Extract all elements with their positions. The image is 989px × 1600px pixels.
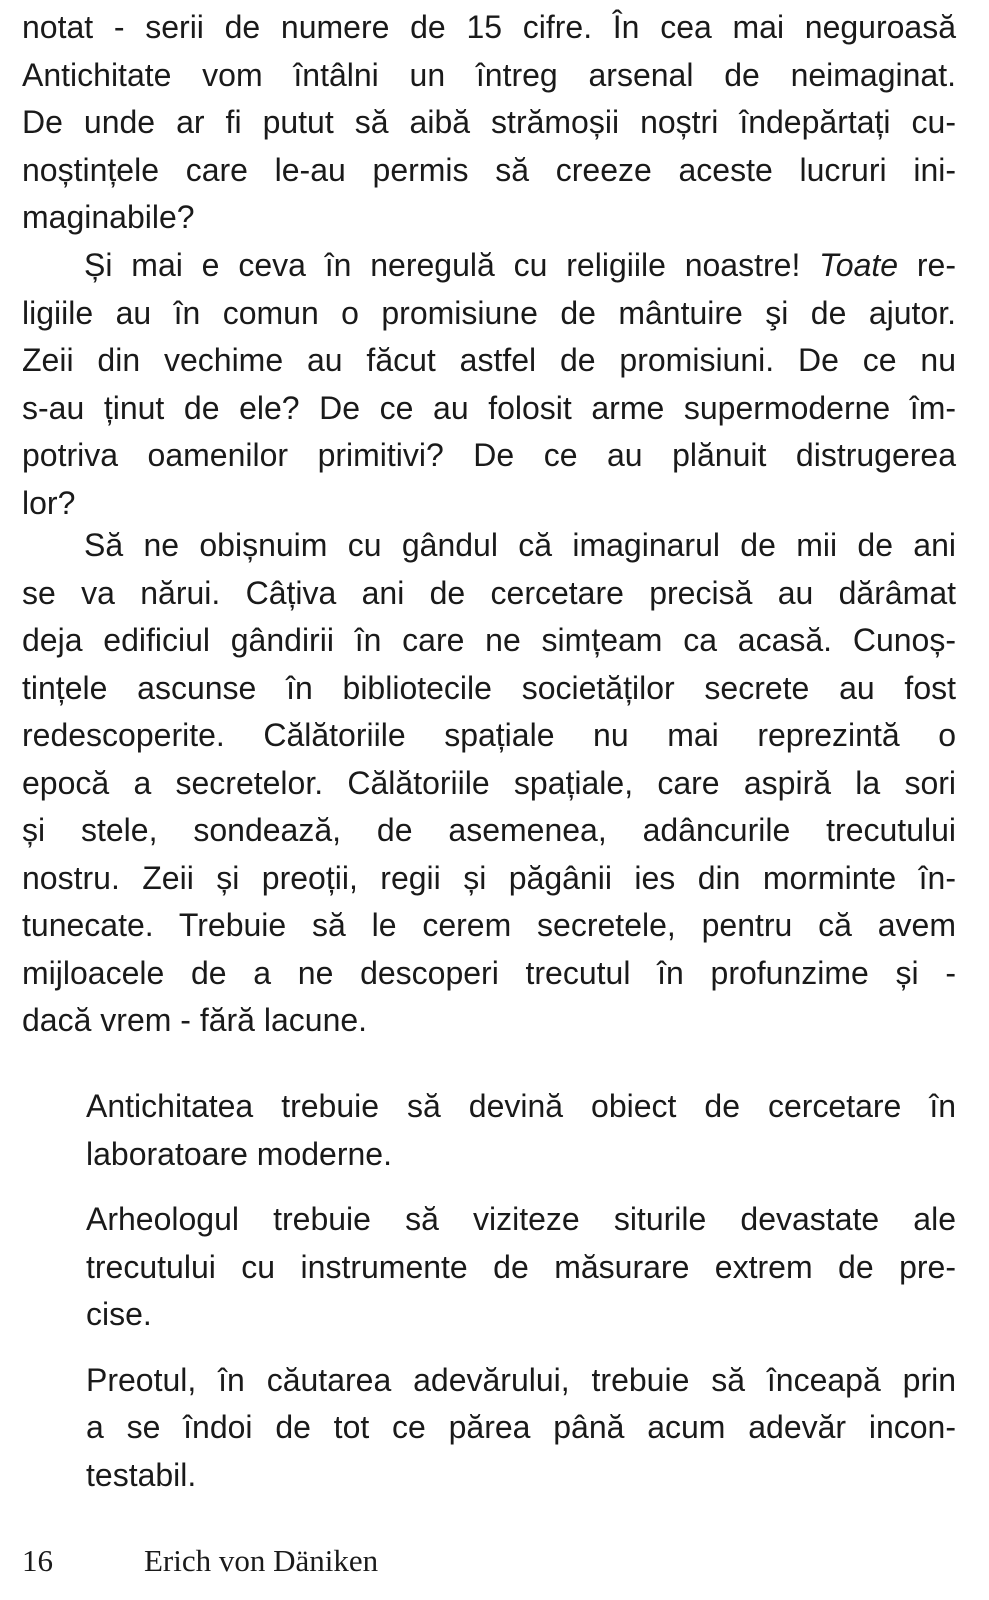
italic-word: Toate (819, 247, 899, 283)
text-line: Preotul, în căutarea adevărului, trebuie să înceapă prin (86, 1361, 956, 1398)
text-line: și stele, sondează, de asemenea, adâncurile trecutului (22, 812, 956, 848)
text-line: Antichitatea trebuie să devină obiect de cercetare în (86, 1088, 956, 1124)
text-line (22, 242, 956, 290)
text-line: s-au ținut de ele? De ce au folosit arme supermoderne îm- (22, 389, 956, 426)
text-line: redescoperite. Călătoriile spațiale nu mai reprezintă o (22, 717, 956, 753)
text-line: cise. (86, 1296, 152, 1332)
text-line: lor? (22, 484, 76, 521)
text-line: nostru. Zeii și preoții, regii și păgânii ies din morminte în- (22, 859, 956, 896)
text-line: se va nărui. Câțiva ani de cercetare precisă au dărâmat (22, 574, 956, 611)
text-line: tințele ascunse în bibliotecile societăților secrete au fost (22, 669, 956, 706)
statement-1 (86, 1083, 956, 1178)
text-segment: Și mai e ceva în neregulă cu religiile noastre! (84, 247, 820, 283)
text-line: noștințele care le-au permis să creeze aceste lucruri ini- (22, 151, 956, 188)
statement-2 (86, 1196, 956, 1339)
text-line: epocă a secretelor. Călătoriile spațiale, care aspiră la sori (22, 764, 956, 801)
text-line: ligiile au în comun o promisiune de mântuire şi de ajutor. (22, 294, 956, 331)
text-line: Zeii din vechime au făcut astfel de promisiuni. De ce nu (22, 342, 956, 378)
text-line: maginabile? (22, 199, 195, 235)
running-footer-author: Erich von Däniken (144, 1543, 379, 1578)
text-line: deja edificiul gândirii în care ne simțeam ca acasă. Cunoș- (22, 622, 956, 658)
paragraph-3 (22, 522, 956, 1045)
statement-3 (86, 1357, 956, 1500)
text-line: trecutului cu instrumente de măsurare extrem de pre- (86, 1248, 956, 1285)
paragraph-1 (22, 4, 956, 242)
indented-statements (86, 1083, 956, 1517)
paragraph-2 (22, 242, 956, 527)
text-line: Să ne obișnuim cu gândul că imaginarul de mii de ani (84, 527, 956, 563)
book-page (22, 0, 956, 1600)
text-line: laboratoare moderne. (86, 1135, 392, 1172)
page-number: 16 (22, 1543, 53, 1578)
text-line: potriva oamenilor primitivi? De ce au plănuit distrugerea (22, 437, 956, 473)
text-line: De unde ar fi putut să aibă strămoșii noștri îndepărtați cu- (22, 104, 956, 140)
text-line: tunecate. Trebuie să le cerem secretele, pentru că avem (22, 907, 956, 943)
text-line: notat - serii de numere de 15 cifre. În cea mai neguroasă (22, 9, 956, 45)
text-line: testabil. (86, 1456, 197, 1493)
text-line: Antichitate vom întâlni un întreg arsenal de neimaginat. (22, 56, 956, 93)
text-line: Arheologul trebuie să viziteze siturile devastate ale (86, 1201, 956, 1237)
text-line: mijloacele de a ne descoperi trecutul în profunzime și - (22, 954, 956, 991)
text-segment: re- (898, 247, 957, 283)
text-line: a se îndoi de tot ce părea până acum adevăr incon- (86, 1409, 956, 1445)
text-line: dacă vrem - fără lacune. (22, 1002, 368, 1038)
